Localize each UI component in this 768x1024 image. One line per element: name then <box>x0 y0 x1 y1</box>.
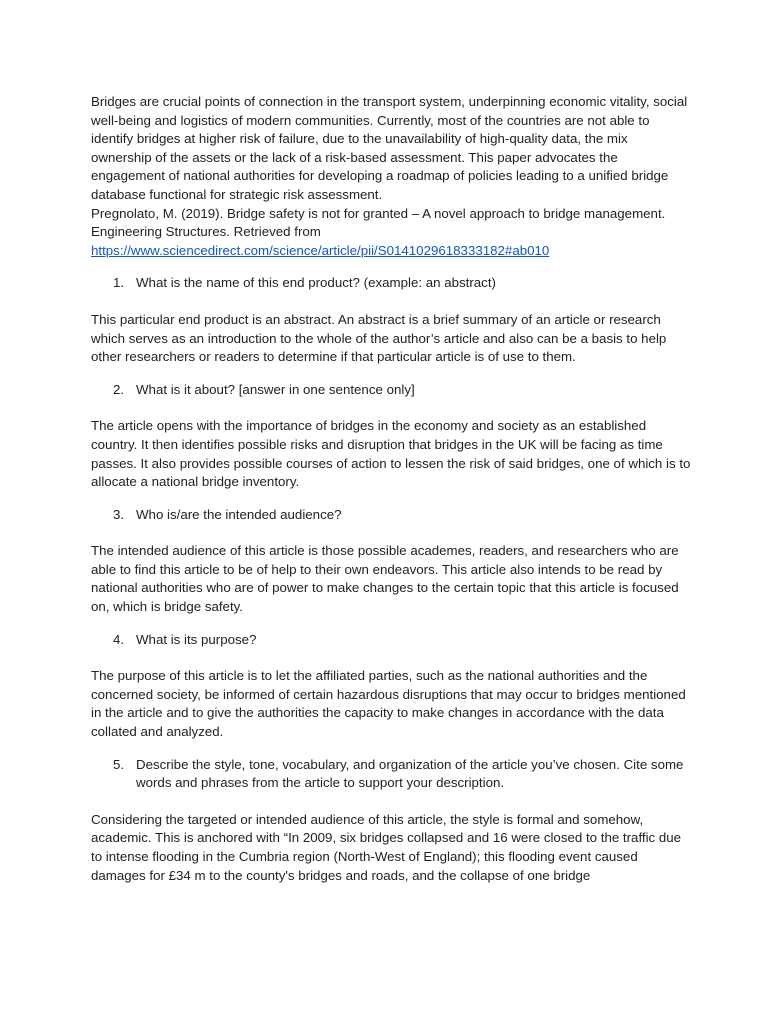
answer-2: The article opens with the importance of bridges in the economy and society as an established country. It then identifies possible risks and disruption that bridges in the UK will be facing as time passes. It also provides possible courses of action to lessen the risk of said bridges, one of which is to allocate a national bridge inventory. <box>91 418 691 490</box>
question-1 <box>91 274 691 293</box>
citation-paragraph <box>91 205 691 261</box>
answer-5: Considering the targeted or intended audience of this article, the style is formal and somehow, academic. This is anchored with “In 2009, six bridges collapsed and 16 were closed to the traffic due to intense flooding in the Cumbria region (North-West of England); this flooding event caused damages for £34 m to the county's bridges and roads, and the collapse of one bridge <box>91 811 682 883</box>
question-5 <box>91 756 691 793</box>
question-4 <box>91 631 691 650</box>
answer-1: This particular end product is an abstract. An abstract is a brief summary of an article or research which serves as an introduction to the whole of the author’s article and also can be a basis to help other researchers or readers to determine if that particular article is of use to them. <box>91 311 667 365</box>
question-number: 1. <box>113 275 125 291</box>
question-text: What is it about? [answer in one sentence only] <box>136 381 415 397</box>
question-number: 5. <box>113 756 125 772</box>
question-2 <box>91 381 691 400</box>
question-text: Describe the style, tone, vocabulary, and organization of the article you’ve chosen. Cite some words and phrases from the article to support your description. <box>136 756 684 791</box>
answer-4: The purpose of this article is to let the affiliated parties, such as the national authorities and the concerned society, be informed of certain hazardous disruptions that may occur to bridges mentioned in the article and to give the authorities the capacity to make changes in accordance with the data collated and analyzed. <box>91 668 686 740</box>
question-number: 3. <box>113 506 125 522</box>
document-body <box>91 93 691 885</box>
abstract-paragraph: Bridges are crucial points of connection in the transport system, underpinning economic vitality, social well-being and logistics of modern communities. Currently, most of the countries are not able to identify bridges at higher risk of failure, due to the unavailability of high-quality data, the mix ownership of the assets or the lack of a risk-based assessment. This paper advocates the engagement of national authorities for developing a roadmap of policies leading to a unified bridge database functional for strategic risk assessment. <box>91 94 688 202</box>
answer-3: The intended audience of this article is those possible academes, readers, and researchers who are able to find this article to be of help to their own endeavors. This article also intends to be read by national authorities who are of power to make changes to the certain topic that this article is focused on, which is bridge safety. <box>91 543 679 615</box>
question-text: What is the name of this end product? (example: an abstract) <box>136 275 496 291</box>
question-text: Who is/are the intended audience? <box>136 506 342 522</box>
citation-link[interactable]: https://www.sciencedirect.com/science/article/pii/S0141029618333182#ab010 <box>91 242 550 258</box>
citation-text: Pregnolato, M. (2019). Bridge safety is not for granted – A novel approach to bridge management. Engineering Structures. Retrieved from <box>91 205 666 240</box>
question-number: 4. <box>113 631 125 647</box>
question-3 <box>91 506 691 525</box>
question-number: 2. <box>113 381 125 397</box>
question-text: What is its purpose? <box>136 631 257 647</box>
